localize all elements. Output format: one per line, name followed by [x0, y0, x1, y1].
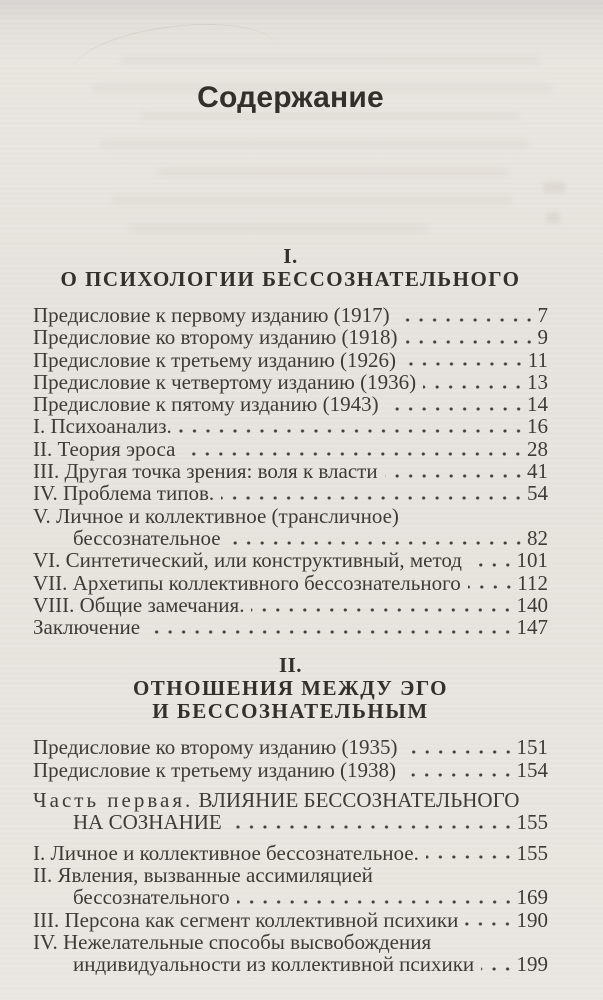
- entry-page-number: 155: [516, 840, 548, 865]
- toc-entry: [33, 736, 548, 758]
- entry-title: III. Другая точка зрения: воля к власти: [33, 459, 378, 484]
- section-entries: [33, 304, 548, 638]
- entry-page-number: 54: [527, 481, 548, 506]
- entry-title: VI. Синтетический, или конструктивный, метод: [33, 548, 462, 573]
- section-number: II.: [278, 653, 303, 678]
- entry-page-number: 9: [537, 325, 548, 350]
- toc-entry-line: [33, 736, 548, 758]
- toc-entry: [33, 572, 548, 594]
- toc-entry: [33, 909, 548, 931]
- entry-page-number: 154: [516, 757, 548, 782]
- entry-page-number: 190: [516, 907, 548, 932]
- toc-entry: [33, 549, 548, 571]
- dot-leader: [229, 824, 515, 830]
- toc-entry-line: [33, 326, 548, 348]
- toc-section: [33, 245, 548, 638]
- toc-entry-line: [33, 953, 548, 975]
- section-entries: [33, 736, 548, 975]
- toc-entry-line: [33, 415, 548, 437]
- dot-leader: [405, 749, 515, 755]
- entry-title: индивидуальности из коллективной психики: [73, 952, 475, 977]
- page-title: Содержание: [197, 81, 384, 114]
- toc-entry: [33, 460, 548, 482]
- entry-title: Предисловие к четвертому изданию (1936): [33, 369, 417, 394]
- entry-title: IV. Нежелательные способы высвобождения: [33, 929, 432, 954]
- entry-page-number: 13: [527, 369, 548, 394]
- section-number: I.: [283, 244, 298, 268]
- entry-title: IV. Проблема типов.: [33, 481, 215, 506]
- dot-leader: [221, 495, 525, 501]
- entry-page-number: 169: [516, 885, 548, 910]
- toc-entry: [33, 789, 548, 834]
- toc-entry: [33, 759, 548, 781]
- toc-entry: [33, 842, 548, 864]
- entry-title: II. Явления, вызванные ассимиляцией: [33, 862, 373, 887]
- entry-page-number: 101: [516, 548, 548, 573]
- entry-title: Предисловие ко второму изданию (1918): [33, 325, 398, 350]
- toc-entry: [33, 415, 548, 437]
- dot-leader: [469, 562, 515, 568]
- entry-title: бессознательного: [73, 885, 230, 910]
- toc-entry-line: [33, 349, 548, 371]
- toc-entry: [33, 594, 548, 616]
- entry-title: Предисловие к третьему изданию (1926): [33, 347, 397, 372]
- entry-title: VII. Архетипы коллективного бессознательного: [33, 570, 461, 595]
- dot-leader: [405, 339, 536, 345]
- entry-title: Предисловие к третьему изданию (1938): [33, 757, 397, 782]
- entry-page-number: 199: [516, 952, 548, 977]
- entry-page-number: 147: [516, 615, 548, 640]
- entry-page-number: 112: [517, 570, 548, 595]
- dot-leader: [182, 451, 525, 457]
- dot-leader: [397, 317, 536, 323]
- toc-entry: [33, 438, 548, 460]
- table-of-contents: [33, 245, 548, 975]
- toc-entry: [33, 616, 548, 638]
- toc-entry-line: [33, 842, 548, 864]
- toc-entry-line: [33, 549, 548, 571]
- toc-entry-line: [33, 482, 548, 504]
- entry-page-number: 28: [527, 436, 548, 461]
- toc-entry-line: [33, 460, 548, 482]
- entry-title: НА СОЗНАНИЕ: [73, 810, 222, 835]
- entry-title: VIII. Общие замечания.: [33, 592, 245, 617]
- toc-entry: [33, 393, 548, 415]
- dot-leader: [465, 921, 514, 927]
- section-heading: [33, 677, 548, 723]
- toc-entry: [33, 349, 548, 371]
- entry-page-number: 140: [516, 592, 548, 617]
- toc-entry-line: [33, 594, 548, 616]
- entry-page-number: 7: [537, 303, 548, 327]
- dot-leader: [403, 772, 514, 778]
- toc-entry-line: [33, 759, 548, 781]
- entry-page-number: 155: [516, 810, 548, 835]
- entry-title: Часть первая. ВЛИЯНИЕ БЕССОЗНАТЕЛЬНОГО: [33, 788, 520, 813]
- entry-title: I. Личное и коллективное бессознательное.: [33, 840, 419, 865]
- toc-entry-line: [33, 931, 548, 953]
- dot-leader: [147, 629, 514, 635]
- toc-entry-line: [33, 864, 548, 886]
- toc-entry: [33, 304, 548, 326]
- toc-entry: [33, 482, 548, 504]
- entry-page-number: 151: [516, 735, 548, 760]
- section-heading: [33, 268, 548, 291]
- toc-entry-line: [33, 616, 548, 638]
- section-heading-line: ОТНОШЕНИЯ МЕЖДУ ЭГО: [132, 676, 449, 701]
- toc-entry-line: [33, 811, 548, 833]
- entry-title: II. Теория эроса: [33, 436, 176, 461]
- dot-leader: [251, 607, 514, 613]
- toc-entry-line: [33, 438, 548, 460]
- entry-page-number: 82: [527, 525, 548, 550]
- toc-entry-line: [33, 789, 548, 811]
- part-label: Часть первая.: [33, 788, 194, 813]
- dot-leader: [228, 540, 525, 546]
- entry-title: Заключение: [33, 615, 141, 640]
- toc-section: [33, 654, 548, 975]
- toc-entry-line: [33, 393, 548, 415]
- entry-title: Предисловие к пятому изданию (1943): [33, 392, 379, 417]
- dot-leader: [468, 584, 516, 590]
- toc-entry: [33, 864, 548, 909]
- show-through-ghost-number: [546, 212, 560, 223]
- section-heading-line: И БЕССОЗНАТЕЛЬНЫМ: [152, 699, 429, 724]
- toc-entry-line: [33, 527, 548, 549]
- toc-entry-line: [33, 304, 548, 326]
- entry-title: V. Личное и коллективное (трансличное): [33, 503, 399, 528]
- entry-title: I. Психоанализ.: [33, 414, 172, 439]
- entry-title: III. Персона как сегмент коллективной психики: [33, 907, 459, 932]
- dot-leader: [423, 384, 525, 390]
- page-content: [33, 0, 548, 975]
- toc-entry-line: [33, 572, 548, 594]
- toc-entry-line: [33, 909, 548, 931]
- entry-title: бессознательное: [73, 525, 221, 550]
- dot-leader: [179, 428, 525, 434]
- toc-entry-line: [33, 371, 548, 393]
- section-heading-line: О ПСИХОЛОГИИ БЕССОЗНАТЕЛЬНОГО: [60, 267, 521, 291]
- entry-page-number: 16: [527, 414, 548, 439]
- entry-page-number: 41: [527, 459, 548, 484]
- dot-leader: [386, 406, 525, 412]
- dot-leader: [385, 473, 525, 479]
- entry-page-number: 14: [527, 392, 548, 417]
- dot-leader: [237, 899, 515, 905]
- entry-page-number: 11: [527, 347, 548, 372]
- entry-title: Предисловие к первому изданию (1917): [33, 303, 390, 327]
- dot-leader: [403, 361, 526, 367]
- toc-entry-line: [33, 886, 548, 908]
- entry-title: Предисловие ко второму изданию (1935): [33, 735, 398, 760]
- dot-leader: [481, 966, 514, 972]
- toc-entry: [33, 931, 548, 976]
- toc-entry: [33, 371, 548, 393]
- toc-entry: [33, 326, 548, 348]
- dot-leader: [426, 854, 515, 860]
- toc-entry: [33, 505, 548, 550]
- toc-entry-line: [33, 505, 548, 527]
